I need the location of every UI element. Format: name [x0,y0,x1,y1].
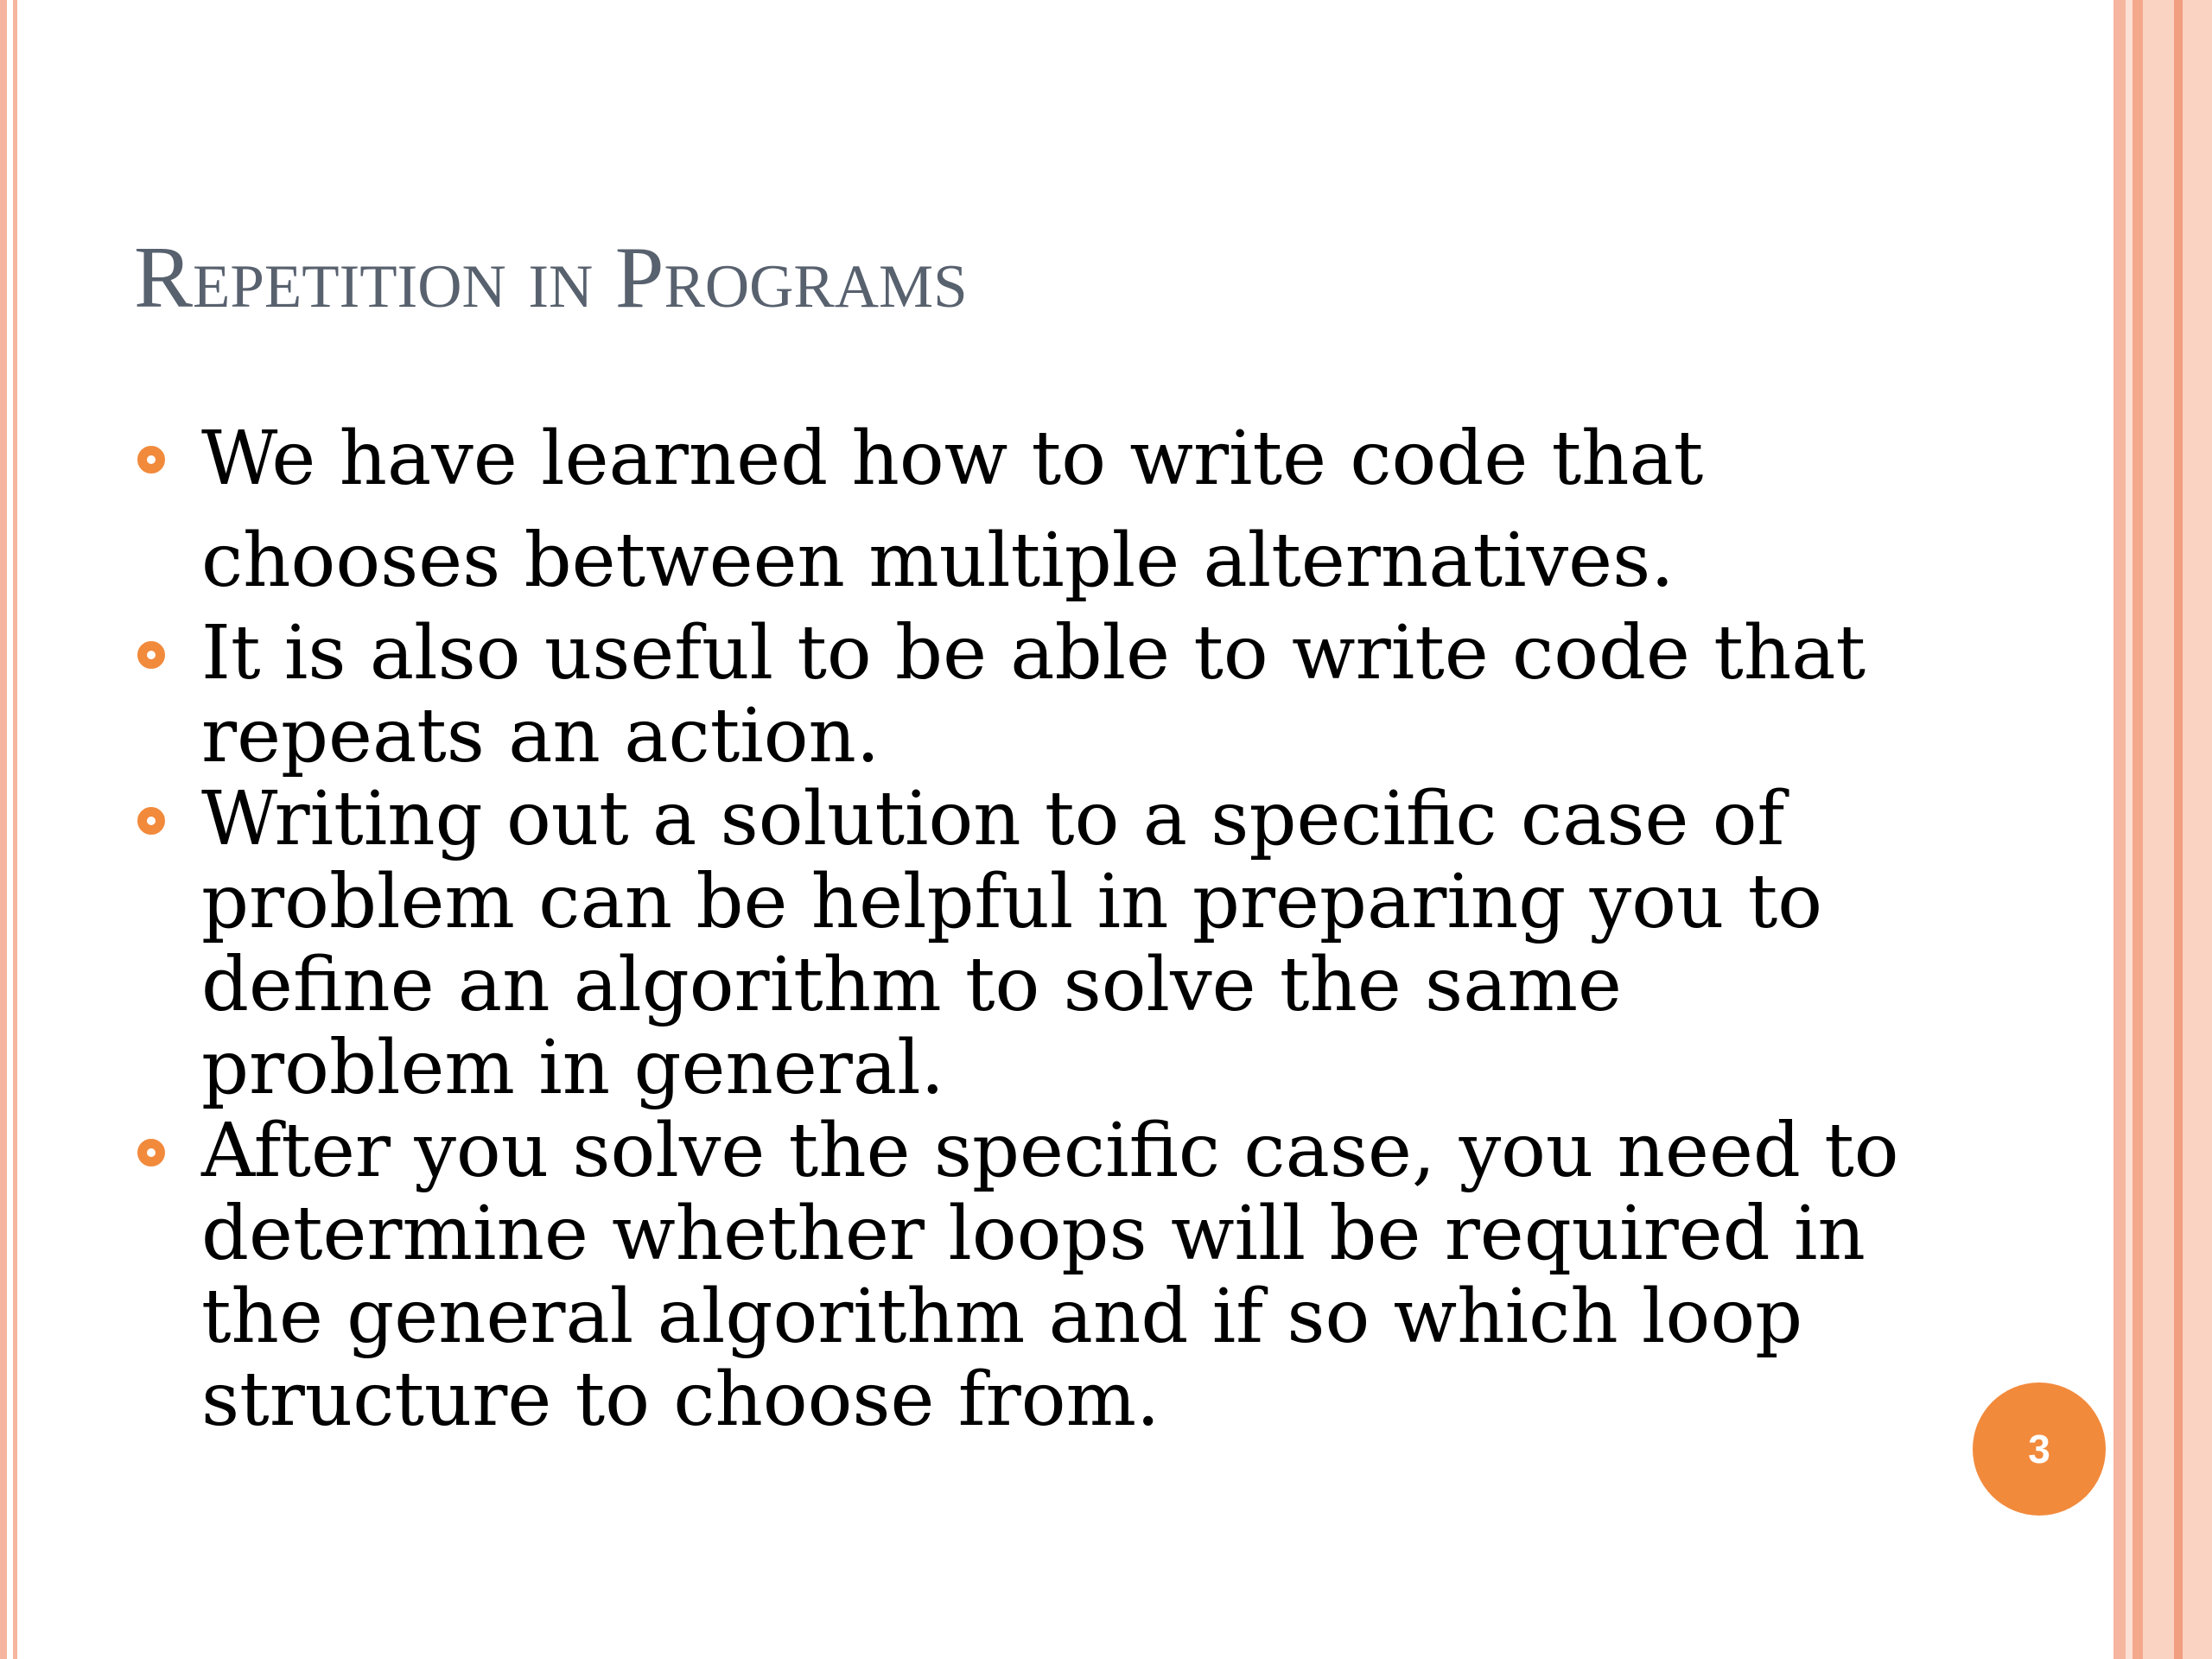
bullet-text: We have learned how to write code that chooses between multiple alternatives. [201,416,1704,604]
ring-bullet-icon [137,641,165,669]
ring-bullet-icon [137,807,165,835]
bullet-list [134,408,1931,1441]
left-border-line [0,0,7,1659]
right-border-stripe [2126,0,2133,1659]
page-number-badge: 3 [1973,1382,2106,1516]
bullet-text: Writing out a solution to a specific case of problem can be helpful in preparing you to define an algorithm to solve the same problem in general. [201,776,1823,1111]
bullet-item [134,1109,1931,1441]
bullet-text: It is also useful to be able to write code that repeats an action. [201,610,1866,779]
slide-title: Repetition in Programs [134,229,968,327]
bullet-item [134,612,1931,778]
right-border-stripe [2174,0,2183,1659]
bullet-item [134,408,1931,612]
ring-bullet-icon [137,1139,165,1166]
right-border-stripe [2183,0,2212,1659]
bullet-text: After you solve the specific case, you need to determine whether loops will be required in the general algorithm and if so which loop structure to choose from. [201,1108,1899,1443]
right-border-stripe [2143,0,2174,1659]
right-border-stripe [2133,0,2143,1659]
right-border-stripe [2113,0,2126,1659]
left-border-line-inner [13,0,17,1659]
bullet-item [134,778,1931,1109]
ring-bullet-icon [137,446,165,474]
